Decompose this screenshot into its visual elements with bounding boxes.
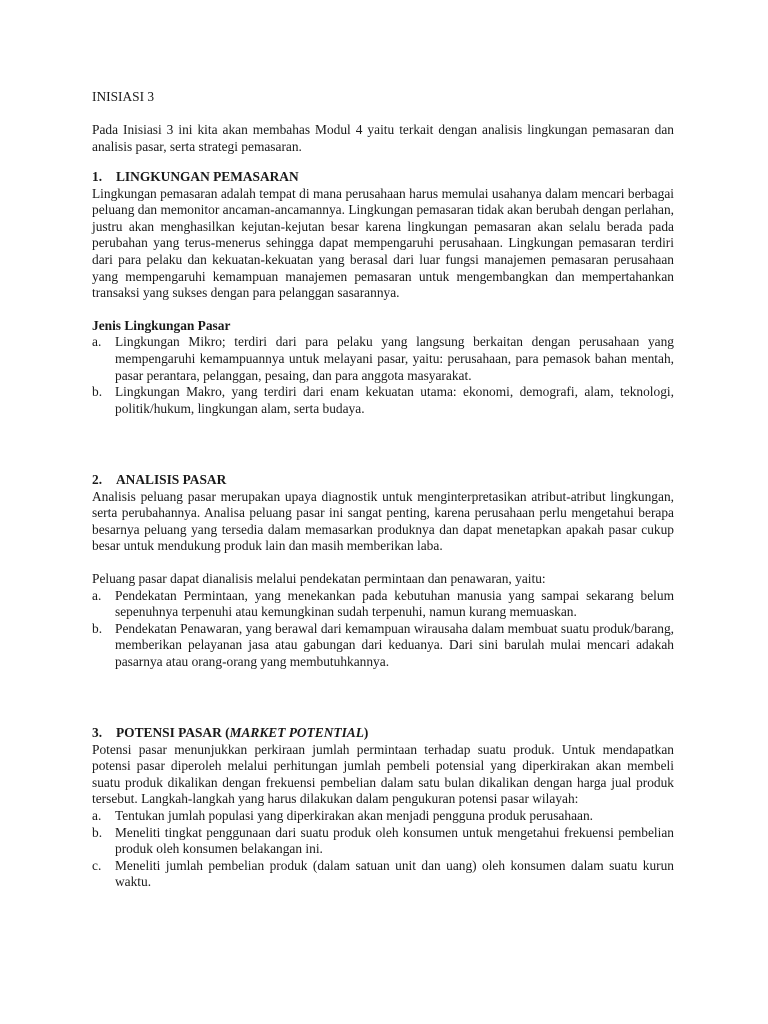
section-3 [92, 725, 674, 891]
list-item [92, 858, 674, 891]
list-marker: b. [92, 384, 103, 400]
list-item [92, 588, 674, 621]
list-item-text: Meneliti jumlah pembelian produk (dalam satuan unit dan uang) oleh konsumen dalam suatu kurun waktu. [115, 857, 674, 890]
section-1 [92, 169, 674, 417]
document-title-text: INISIASI 3 [92, 89, 155, 104]
intro-paragraph [92, 122, 674, 155]
list-marker: a. [92, 807, 102, 823]
list-item-text: Lingkungan Mikro; terdiri dari para pelaku yang langsung berkaitan dengan perusahaan yang mempengaruhi kemampuannya untuk melayani pasar, yaitu: perusahaan, para pemasok bahan mentah, pasar perantara, pelanggan, pesaing, dan para anggota masyarakat. [115, 334, 674, 383]
section-3-heading [92, 725, 674, 742]
list-item [92, 334, 674, 384]
list-marker: b. [92, 824, 103, 840]
section-1-title: LINGKUNGAN PEMASARAN [116, 169, 299, 184]
section-3-title-italic: MARKET POTENTIAL [229, 725, 364, 740]
list-item [92, 621, 674, 671]
section-1-paragraph: Lingkungan pemasaran adalah tempat di mana perusahaan harus memulai usahanya dalam mencari berbagai peluang dan memonitor ancaman-ancamannya. Lingkungan pemasaran tidak akan berubah dengan perlahan, justru akan menghasilkan kejutan-kejutan besar karena lingkungan pemasaran akan selalu berada pada perubahan yang terus-menerus sehingga dapat mempengaruhi perusahaan. Lingkungan pemasaran terdiri dari para pelaku dan kekuatan-kekuatan yang berasal dari luar fungsi manajemen pemasaran perusahaan yang mempengaruhi kemampuan manajemen pemasaran untuk mengembangkan dan mempertahankan transaksi yang sukses dengan para pelanggan sasarannya. [92, 185, 674, 301]
section-1-heading [92, 169, 674, 186]
section-2-number: 2. [92, 472, 103, 487]
list-item [92, 825, 674, 858]
section-1-number: 1. [92, 169, 103, 184]
section-2-heading [92, 472, 674, 489]
list-item-text: Pendekatan Permintaan, yang menekankan pada kebutuhan manusia yang sampai sekarang belum sepenuhnya terpenuhi atau kemungkinan sudah terpenuhi, namun kurang memuaskan. [115, 587, 674, 620]
list-item-text: Lingkungan Makro, yang terdiri dari enam kekuatan utama: ekonomi, demografi, alam, teknologi, politik/hukum, lingkungan alam, serta budaya. [115, 384, 674, 416]
section-2 [92, 472, 674, 671]
document-title [92, 89, 674, 106]
section-2-paragraph: Analisis peluang pasar merupakan upaya diagnostik untuk menginterpretasikan atribut-atribut lingkungan, serta perubahannya. Analisa peluang pasar ini sangat penting, karena perusahaan perlu mengetahui berapa besarnya peluang yang tersedia dalam memasarkan produknya dan dapat menetapkan apakah pasar cukup besar untuk mendukung produk lain dan masih memberikan laba. [92, 488, 674, 554]
list-item-text: Meneliti tingkat penggunaan dari suatu produk oleh konsumen untuk mengetahui frekuensi pembelian produk oleh konsumen belakangan ini. [115, 824, 674, 857]
list-item [92, 384, 674, 417]
list-item-text: Tentukan jumlah populasi yang diperkirakan akan menjadi pengguna produk perusahaan. [115, 807, 594, 823]
list-item [92, 808, 674, 825]
list-marker: c. [92, 857, 102, 873]
list-item-text: Pendekatan Penawaran, yang berawal dari kemampuan wirausaha dalam membuat suatu produk/barang, memberikan pelayanan jasa atau gabungan dari keduanya. Dari sini barulah mulai mencari adakah pasarnya atau orang-orang yang membutuhkannya. [115, 620, 674, 669]
section-3-title-end: ) [363, 725, 369, 740]
section-3-paragraph: Potensi pasar menunjukkan perkiraan jumlah permintaan terhadap suatu produk. Untuk mendapatkan potensi pasar diperoleh melalui perhitungan jumlah pembeli potensial yang diperkirakan akan membeli suatu produk dikalikan dengan frekuensi pembelian dalam satu bulan dikalikan dengan harga jual produk tersebut. Langkah-langkah yang harus dilakukan dalam pengukuran potensi pasar wilayah: [92, 741, 674, 807]
list-marker: b. [92, 620, 103, 636]
section-3-number: 3. [92, 725, 103, 740]
list-marker: a. [92, 587, 102, 603]
section-2-title: ANALISIS PASAR [116, 472, 227, 487]
intro-text: Pada Inisiasi 3 ini kita akan membahas Modul 4 yaitu terkait dengan analisis lingkungan pemasaran dan analisis pasar, serta strategi pemasaran. [92, 122, 674, 154]
section-2-paragraph-2: Peluang pasar dapat dianalisis melalui pendekatan permintaan dan penawaran, yaitu: [92, 570, 546, 586]
section-1-subheading: Jenis Lingkungan Pasar [92, 317, 231, 333]
section-3-title: POTENSI PASAR ( [116, 725, 230, 740]
list-marker: a. [92, 334, 102, 350]
